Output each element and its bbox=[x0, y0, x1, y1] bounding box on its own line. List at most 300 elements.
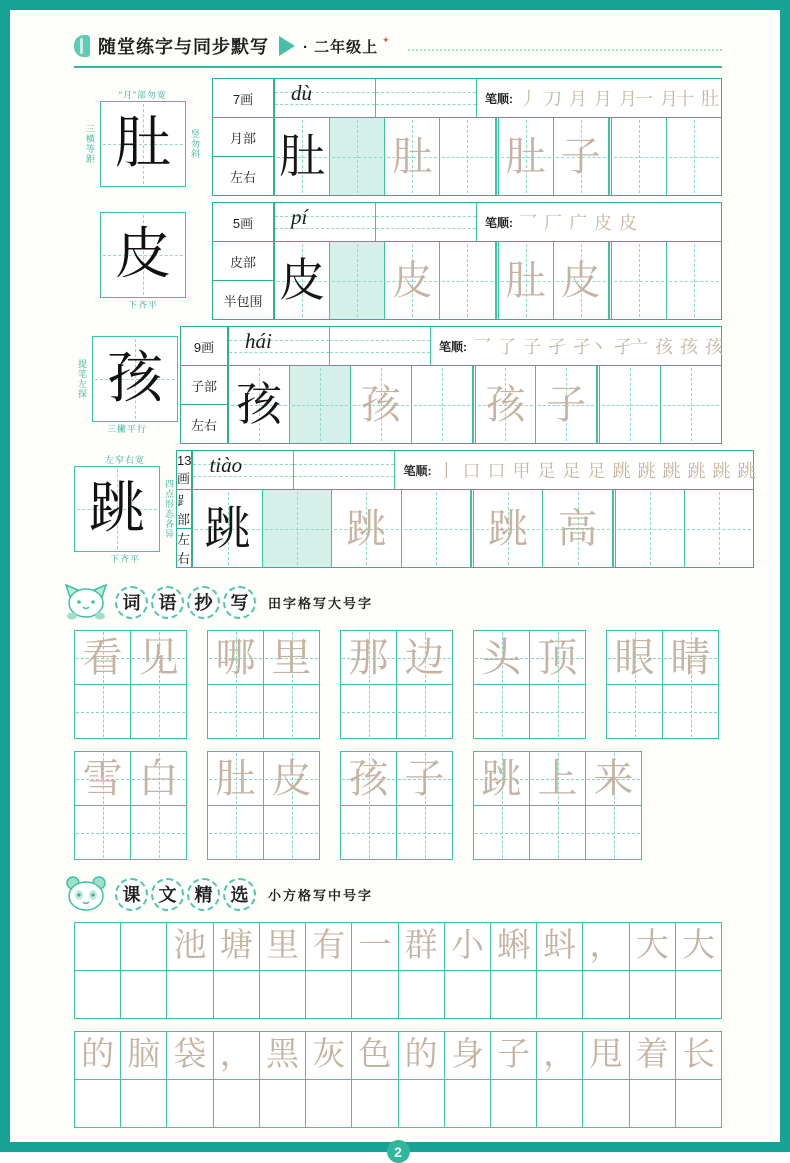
practice-cell bbox=[496, 242, 554, 319]
stroke-order-step: 跳 bbox=[687, 461, 704, 481]
text-trace-row bbox=[75, 1032, 721, 1080]
text-blank-cell bbox=[630, 971, 676, 1018]
text-trace-cell bbox=[260, 1032, 306, 1079]
page-number-badge: 2 bbox=[387, 1140, 410, 1163]
annotation-bottom: 下齐平 bbox=[109, 554, 140, 564]
pinyin-ruling bbox=[376, 216, 476, 217]
text-trace-cell bbox=[583, 1032, 629, 1079]
word-trace-char: 睛 bbox=[670, 634, 711, 680]
stroke-order-step: 皮 bbox=[594, 213, 610, 233]
pinyin-ruling bbox=[330, 340, 430, 341]
word-copy-grids bbox=[74, 630, 722, 860]
stroke-order-step: 跳 bbox=[637, 461, 654, 481]
pinyin-ruling bbox=[275, 104, 375, 105]
word-trace-cell bbox=[264, 631, 319, 684]
grid-hline-dashed bbox=[618, 529, 682, 530]
stroke-order-label: 笔顺: bbox=[485, 91, 513, 106]
word-block bbox=[340, 751, 453, 860]
practice-char-trace: 皮 bbox=[560, 257, 601, 303]
text-blank-cell bbox=[399, 1080, 445, 1127]
text-blank-cell bbox=[260, 971, 306, 1018]
practice-cell-highlight bbox=[330, 118, 385, 195]
section-title-char: 词 bbox=[115, 586, 148, 619]
page-header bbox=[74, 30, 722, 62]
text-blank-cell bbox=[676, 1080, 721, 1127]
word-blank-cell bbox=[530, 806, 586, 859]
text-empty-cell bbox=[75, 923, 121, 970]
model-character: 跳 bbox=[89, 478, 145, 540]
word-block bbox=[606, 630, 719, 739]
character-info bbox=[212, 202, 274, 320]
text-trace-cell bbox=[352, 1032, 398, 1079]
grid-hline-dashed bbox=[342, 712, 395, 713]
text-trace-char: ， bbox=[543, 1037, 577, 1073]
text-trace-char: ， bbox=[219, 1037, 253, 1073]
word-block bbox=[74, 751, 187, 860]
text-trace-cell bbox=[214, 923, 260, 970]
grid-hline-dashed bbox=[292, 405, 348, 406]
pinyin-ruling bbox=[229, 352, 329, 353]
edition-label: · 二年级上 bbox=[303, 38, 379, 56]
section-title-char: 语 bbox=[151, 586, 184, 619]
word-trace-cell bbox=[341, 752, 397, 805]
word-section-header bbox=[64, 582, 722, 622]
grid-hline-dashed bbox=[332, 281, 382, 282]
word-blank-cell bbox=[397, 806, 452, 859]
pinyin-cell bbox=[193, 451, 294, 489]
word-blank-cell bbox=[530, 685, 585, 738]
model-character-box bbox=[74, 466, 160, 552]
stroke-count: 7画 bbox=[213, 79, 273, 118]
pinyin-text: tiào bbox=[209, 453, 243, 477]
stroke-order-step: 甲 bbox=[512, 461, 529, 481]
grid-hline-dashed bbox=[76, 712, 129, 713]
text-band bbox=[74, 1031, 722, 1128]
practice-cell-empty bbox=[440, 242, 495, 319]
word-trace-char: 皮 bbox=[271, 755, 312, 801]
text-trace-cell bbox=[491, 1032, 537, 1079]
stroke-order-step: 丨 bbox=[437, 461, 454, 481]
practice-char-trace: 肚 bbox=[392, 133, 433, 179]
practice-cell-empty bbox=[609, 242, 667, 319]
stroke-order-step: 孑 bbox=[548, 337, 564, 357]
structure: 左右 bbox=[213, 157, 273, 195]
stroke-order-step: 孑亠 bbox=[614, 337, 646, 357]
word-blank-cell bbox=[474, 685, 530, 738]
character-info bbox=[180, 326, 228, 444]
pinyin-text: pí bbox=[291, 205, 308, 229]
text-blank-cell bbox=[75, 971, 121, 1018]
practice-cells bbox=[229, 366, 721, 443]
word-trace-char: 边 bbox=[404, 634, 445, 680]
text-blank-cell bbox=[399, 971, 445, 1018]
practice-area bbox=[228, 326, 722, 444]
grid-hline-dashed bbox=[265, 833, 318, 834]
word-section-title bbox=[112, 586, 256, 619]
stroke-order-step: 皮 bbox=[619, 213, 635, 233]
practice-cell bbox=[554, 118, 609, 195]
stroke-order-step: 跳 bbox=[662, 461, 679, 481]
practice-area bbox=[192, 450, 754, 568]
annotation-left: 提笔左探 bbox=[76, 358, 87, 399]
word-blank-cell bbox=[586, 806, 641, 859]
pinyin-ruling bbox=[376, 104, 476, 105]
pinyin-text: dù bbox=[291, 81, 312, 105]
pinyin-cell-empty bbox=[330, 327, 431, 365]
model-character-box bbox=[92, 336, 178, 422]
text-blank-cell bbox=[583, 1080, 629, 1127]
character-info bbox=[212, 78, 274, 196]
grid-hline-dashed bbox=[442, 157, 492, 158]
text-trace-cell bbox=[537, 1032, 583, 1079]
text-trace-char: 小 bbox=[450, 928, 484, 964]
pinyin-ruling bbox=[275, 92, 375, 93]
grid-hline-dashed bbox=[414, 405, 470, 406]
word-blank-cell bbox=[264, 806, 319, 859]
text-blank-cell bbox=[260, 1080, 306, 1127]
annotation-top: “月”部勿宽 bbox=[119, 89, 167, 100]
grid-hline-dashed bbox=[265, 712, 318, 713]
practice-area bbox=[274, 78, 722, 196]
text-blank-cell bbox=[167, 1080, 213, 1127]
character-display-middle bbox=[100, 212, 186, 298]
word-row bbox=[74, 751, 722, 860]
text-trace-char: 蚪 bbox=[543, 928, 577, 964]
model-character-box bbox=[100, 101, 186, 187]
word-blank-cell bbox=[341, 685, 397, 738]
stroke-order-area bbox=[477, 79, 721, 117]
character-display bbox=[74, 202, 212, 320]
word-trace-cell bbox=[530, 631, 585, 684]
word-blank-cell bbox=[663, 685, 718, 738]
text-trace-char: 袋 bbox=[173, 1037, 207, 1073]
practice-char-trace: 子 bbox=[560, 133, 601, 179]
practice-cell-empty bbox=[613, 490, 685, 567]
practice-char-model: 跳 bbox=[204, 502, 251, 554]
pinyin-ruling bbox=[330, 352, 430, 353]
footer bbox=[74, 1140, 722, 1163]
grid-hline-dashed bbox=[76, 833, 129, 834]
stroke-order-step: 跳 bbox=[737, 461, 754, 481]
word-block-blank-row bbox=[607, 685, 718, 738]
word-block-trace-row bbox=[474, 752, 641, 806]
word-blank-cell bbox=[131, 685, 186, 738]
word-blank-cell bbox=[208, 685, 264, 738]
word-trace-char: 看 bbox=[82, 634, 123, 680]
practice-cells bbox=[275, 242, 721, 319]
pinyin-ruling bbox=[193, 476, 293, 477]
character-practice-row bbox=[74, 78, 722, 196]
text-trace-char: 的 bbox=[81, 1037, 115, 1073]
pinyin-ruling bbox=[376, 92, 476, 93]
stroke-order-step: 跳 bbox=[612, 461, 629, 481]
radical: 子部 bbox=[181, 366, 227, 405]
text-trace-char: 的 bbox=[404, 1037, 438, 1073]
practice-cell bbox=[496, 118, 554, 195]
word-block bbox=[74, 630, 187, 739]
stroke-order-step: 月 bbox=[569, 89, 585, 109]
stroke-order-step: 子 bbox=[523, 337, 539, 357]
text-blank-cell bbox=[583, 971, 629, 1018]
stroke-order-sequence bbox=[519, 209, 635, 235]
word-trace-cell bbox=[474, 752, 530, 805]
word-block-blank-row bbox=[75, 806, 186, 859]
annotation-right: 竖勿斜 bbox=[190, 128, 200, 159]
text-trace-cell bbox=[121, 1032, 167, 1079]
stroke-order-step: 月 bbox=[594, 89, 610, 109]
text-blank-row bbox=[75, 971, 721, 1018]
section-title-char: 抄 bbox=[187, 586, 220, 619]
text-trace-char: 一 bbox=[358, 928, 392, 964]
text-trace-char: 灰 bbox=[312, 1037, 346, 1073]
text-trace-char: 黑 bbox=[265, 1037, 299, 1073]
grid-hline-dashed bbox=[531, 833, 584, 834]
character-display bbox=[74, 78, 212, 196]
character-display bbox=[74, 450, 176, 568]
word-trace-char: 顶 bbox=[537, 634, 578, 680]
word-trace-char: 跳 bbox=[481, 755, 522, 801]
word-trace-char: 眼 bbox=[614, 634, 655, 680]
character-practice-section bbox=[74, 78, 754, 568]
pinyin-and-strokeorder-strip bbox=[229, 327, 721, 366]
stroke-count: 9画 bbox=[181, 327, 227, 366]
structure: 半包围 bbox=[213, 281, 273, 319]
text-blank-cell bbox=[676, 971, 721, 1018]
stroke-order-step: 广 bbox=[569, 213, 585, 233]
section-title-char: 写 bbox=[223, 586, 256, 619]
word-block bbox=[473, 751, 642, 860]
word-block bbox=[207, 630, 320, 739]
word-trace-char: 见 bbox=[138, 634, 179, 680]
pinyin-ruling bbox=[275, 228, 375, 229]
word-trace-cell bbox=[75, 631, 131, 684]
text-trace-row bbox=[75, 923, 721, 971]
pinyin-and-strokeorder-strip bbox=[275, 79, 721, 118]
practice-cell-empty bbox=[685, 490, 753, 567]
word-block-blank-row bbox=[341, 806, 452, 859]
stroke-count: 5画 bbox=[213, 203, 273, 242]
text-trace-cell bbox=[399, 923, 445, 970]
text-blank-cell bbox=[214, 1080, 260, 1127]
text-trace-char: 甩 bbox=[589, 1037, 623, 1073]
word-trace-cell bbox=[474, 631, 530, 684]
word-trace-cell bbox=[264, 752, 319, 805]
radical: ⻊部 bbox=[177, 490, 191, 529]
header-bookmark-icon bbox=[74, 35, 90, 57]
text-trace-char: ， bbox=[589, 928, 623, 964]
character-display-middle bbox=[76, 336, 178, 422]
text-blank-cell bbox=[167, 971, 213, 1018]
text-trace-cell bbox=[75, 1032, 121, 1079]
word-trace-cell bbox=[341, 631, 397, 684]
model-character: 肚 bbox=[115, 112, 171, 175]
text-section-title bbox=[112, 878, 256, 911]
text-blank-cell bbox=[306, 1080, 352, 1127]
text-trace-cell bbox=[352, 923, 398, 970]
practice-char-model: 孩 bbox=[235, 378, 282, 430]
practice-cell-empty bbox=[597, 366, 661, 443]
practice-cell-empty bbox=[609, 118, 667, 195]
text-trace-char: 子 bbox=[497, 1037, 531, 1073]
stroke-count: 13画 bbox=[177, 451, 191, 490]
word-block-trace-row bbox=[341, 752, 452, 806]
practice-cell bbox=[471, 490, 543, 567]
grid-hline-dashed bbox=[342, 833, 395, 834]
annotation-left: 三横等距 bbox=[85, 123, 95, 164]
grid-hline-dashed bbox=[669, 157, 719, 158]
practice-cell bbox=[543, 490, 612, 567]
word-trace-cell bbox=[208, 631, 264, 684]
panda-mascot-icon bbox=[64, 875, 108, 913]
practice-cell-empty bbox=[402, 490, 471, 567]
grid-hline-dashed bbox=[398, 833, 451, 834]
text-trace-char: 脑 bbox=[127, 1037, 161, 1073]
stroke-order-area bbox=[395, 451, 753, 489]
practice-cell-empty bbox=[667, 118, 721, 195]
word-trace-cell bbox=[397, 752, 452, 805]
practice-char-trace: 高 bbox=[557, 505, 598, 551]
annotation-right: 四点形态各异 bbox=[164, 479, 174, 539]
text-blank-cell bbox=[352, 971, 398, 1018]
stroke-order-step: 刀 bbox=[544, 89, 560, 109]
word-block bbox=[207, 751, 320, 860]
word-blank-cell bbox=[75, 685, 131, 738]
word-trace-cell bbox=[75, 752, 131, 805]
text-blank-cell bbox=[445, 971, 491, 1018]
word-block-trace-row bbox=[341, 631, 452, 685]
practice-char-trace: 孩 bbox=[485, 381, 526, 427]
character-display-middle bbox=[74, 466, 176, 552]
grid-hline-dashed bbox=[608, 712, 661, 713]
word-block-blank-row bbox=[341, 685, 452, 738]
stroke-order-step: 了 bbox=[498, 337, 514, 357]
character-practice-row bbox=[74, 202, 722, 320]
grid-hline-dashed bbox=[132, 833, 185, 834]
pinyin-cell-empty bbox=[376, 203, 477, 241]
practice-cell-empty bbox=[412, 366, 473, 443]
text-trace-char: 身 bbox=[450, 1037, 484, 1073]
word-trace-char: 那 bbox=[348, 634, 389, 680]
practice-cell-highlight bbox=[263, 490, 332, 567]
grid-hline-dashed bbox=[209, 833, 262, 834]
practice-char-trace: 跳 bbox=[488, 505, 529, 551]
word-block bbox=[340, 630, 453, 739]
model-character: 孩 bbox=[106, 347, 163, 410]
pinyin-and-strokeorder-strip bbox=[275, 203, 721, 242]
word-trace-char: 子 bbox=[404, 755, 445, 801]
practice-char-model: 肚 bbox=[279, 130, 326, 182]
text-trace-char: 里 bbox=[265, 928, 299, 964]
text-trace-cell bbox=[676, 1032, 721, 1079]
practice-char-trace: 孩 bbox=[360, 381, 401, 427]
text-trace-cell bbox=[260, 923, 306, 970]
section-title-char: 文 bbox=[151, 878, 184, 911]
text-blank-cell bbox=[306, 971, 352, 1018]
grid-hline-dashed bbox=[669, 281, 719, 282]
stroke-order-sequence bbox=[437, 457, 753, 483]
stroke-order-step: 口 bbox=[462, 461, 479, 481]
stroke-order-step: 乛 bbox=[519, 213, 535, 233]
text-trace-cell bbox=[583, 923, 629, 970]
stroke-order-step: 厂 bbox=[544, 213, 560, 233]
pinyin-cell-empty bbox=[294, 451, 395, 489]
practice-cell-highlight bbox=[290, 366, 351, 443]
character-display-middle bbox=[84, 101, 202, 187]
text-section-header bbox=[64, 874, 722, 914]
stroke-order-sequence bbox=[473, 333, 721, 359]
word-blank-cell bbox=[474, 806, 530, 859]
word-block-trace-row bbox=[474, 631, 585, 685]
word-trace-char: 上 bbox=[537, 755, 578, 801]
text-trace-char: 群 bbox=[404, 928, 438, 964]
text-blank-cell bbox=[445, 1080, 491, 1127]
practice-char-trace: 肚 bbox=[505, 133, 546, 179]
character-practice-row bbox=[74, 326, 722, 444]
word-block-blank-row bbox=[474, 806, 641, 859]
stroke-order-step: 足 bbox=[587, 461, 604, 481]
word-blank-cell bbox=[397, 685, 452, 738]
text-trace-char: 着 bbox=[635, 1037, 669, 1073]
word-trace-char: 肚 bbox=[215, 755, 256, 801]
grid-hline-dashed bbox=[602, 405, 658, 406]
practice-cell-empty bbox=[667, 242, 721, 319]
word-trace-cell bbox=[586, 752, 641, 805]
word-blank-cell bbox=[264, 685, 319, 738]
practice-cell bbox=[351, 366, 412, 443]
practice-cell bbox=[473, 366, 537, 443]
stroke-order-step: 孩 bbox=[680, 337, 696, 357]
practice-char-trace: 肚 bbox=[505, 257, 546, 303]
section-title-char: 选 bbox=[223, 878, 256, 911]
pinyin-and-strokeorder-strip bbox=[193, 451, 753, 490]
text-trace-cell bbox=[167, 923, 213, 970]
cat-mascot-icon bbox=[64, 583, 108, 621]
grid-hline-dashed bbox=[404, 529, 468, 530]
text-blank-cell bbox=[491, 1080, 537, 1127]
text-trace-char: 长 bbox=[681, 1037, 715, 1073]
stroke-order-label: 笔顺: bbox=[485, 215, 513, 230]
text-trace-cell bbox=[306, 1032, 352, 1079]
grid-hline-dashed bbox=[265, 529, 329, 530]
workbook-page bbox=[10, 10, 780, 1160]
word-blank-cell bbox=[131, 806, 186, 859]
practice-cell bbox=[536, 366, 597, 443]
sparkle-icon: ✦ bbox=[382, 34, 390, 45]
text-blank-cell bbox=[491, 971, 537, 1018]
text-trace-cell bbox=[445, 923, 491, 970]
stroke-order-step: 孩 bbox=[705, 337, 721, 357]
model-character: 皮 bbox=[115, 223, 171, 286]
word-trace-char: 来 bbox=[593, 755, 634, 801]
practice-cell bbox=[275, 118, 330, 195]
pinyin-ruling bbox=[193, 464, 293, 465]
text-trace-cell bbox=[306, 923, 352, 970]
section-title-char: 精 bbox=[187, 878, 220, 911]
stroke-order-step: 乛 bbox=[473, 337, 489, 357]
text-blank-cell bbox=[121, 971, 167, 1018]
pinyin-ruling bbox=[229, 340, 329, 341]
grid-hline-dashed bbox=[209, 712, 262, 713]
word-trace-char: 头 bbox=[481, 634, 522, 680]
text-trace-cell bbox=[537, 923, 583, 970]
pinyin-cell bbox=[275, 79, 376, 117]
text-trace-cell bbox=[167, 1032, 213, 1079]
practice-cell bbox=[193, 490, 262, 567]
practice-cell bbox=[229, 366, 290, 443]
radical: 皮部 bbox=[213, 242, 273, 281]
word-block-blank-row bbox=[75, 685, 186, 738]
grid-hline-dashed bbox=[614, 157, 664, 158]
